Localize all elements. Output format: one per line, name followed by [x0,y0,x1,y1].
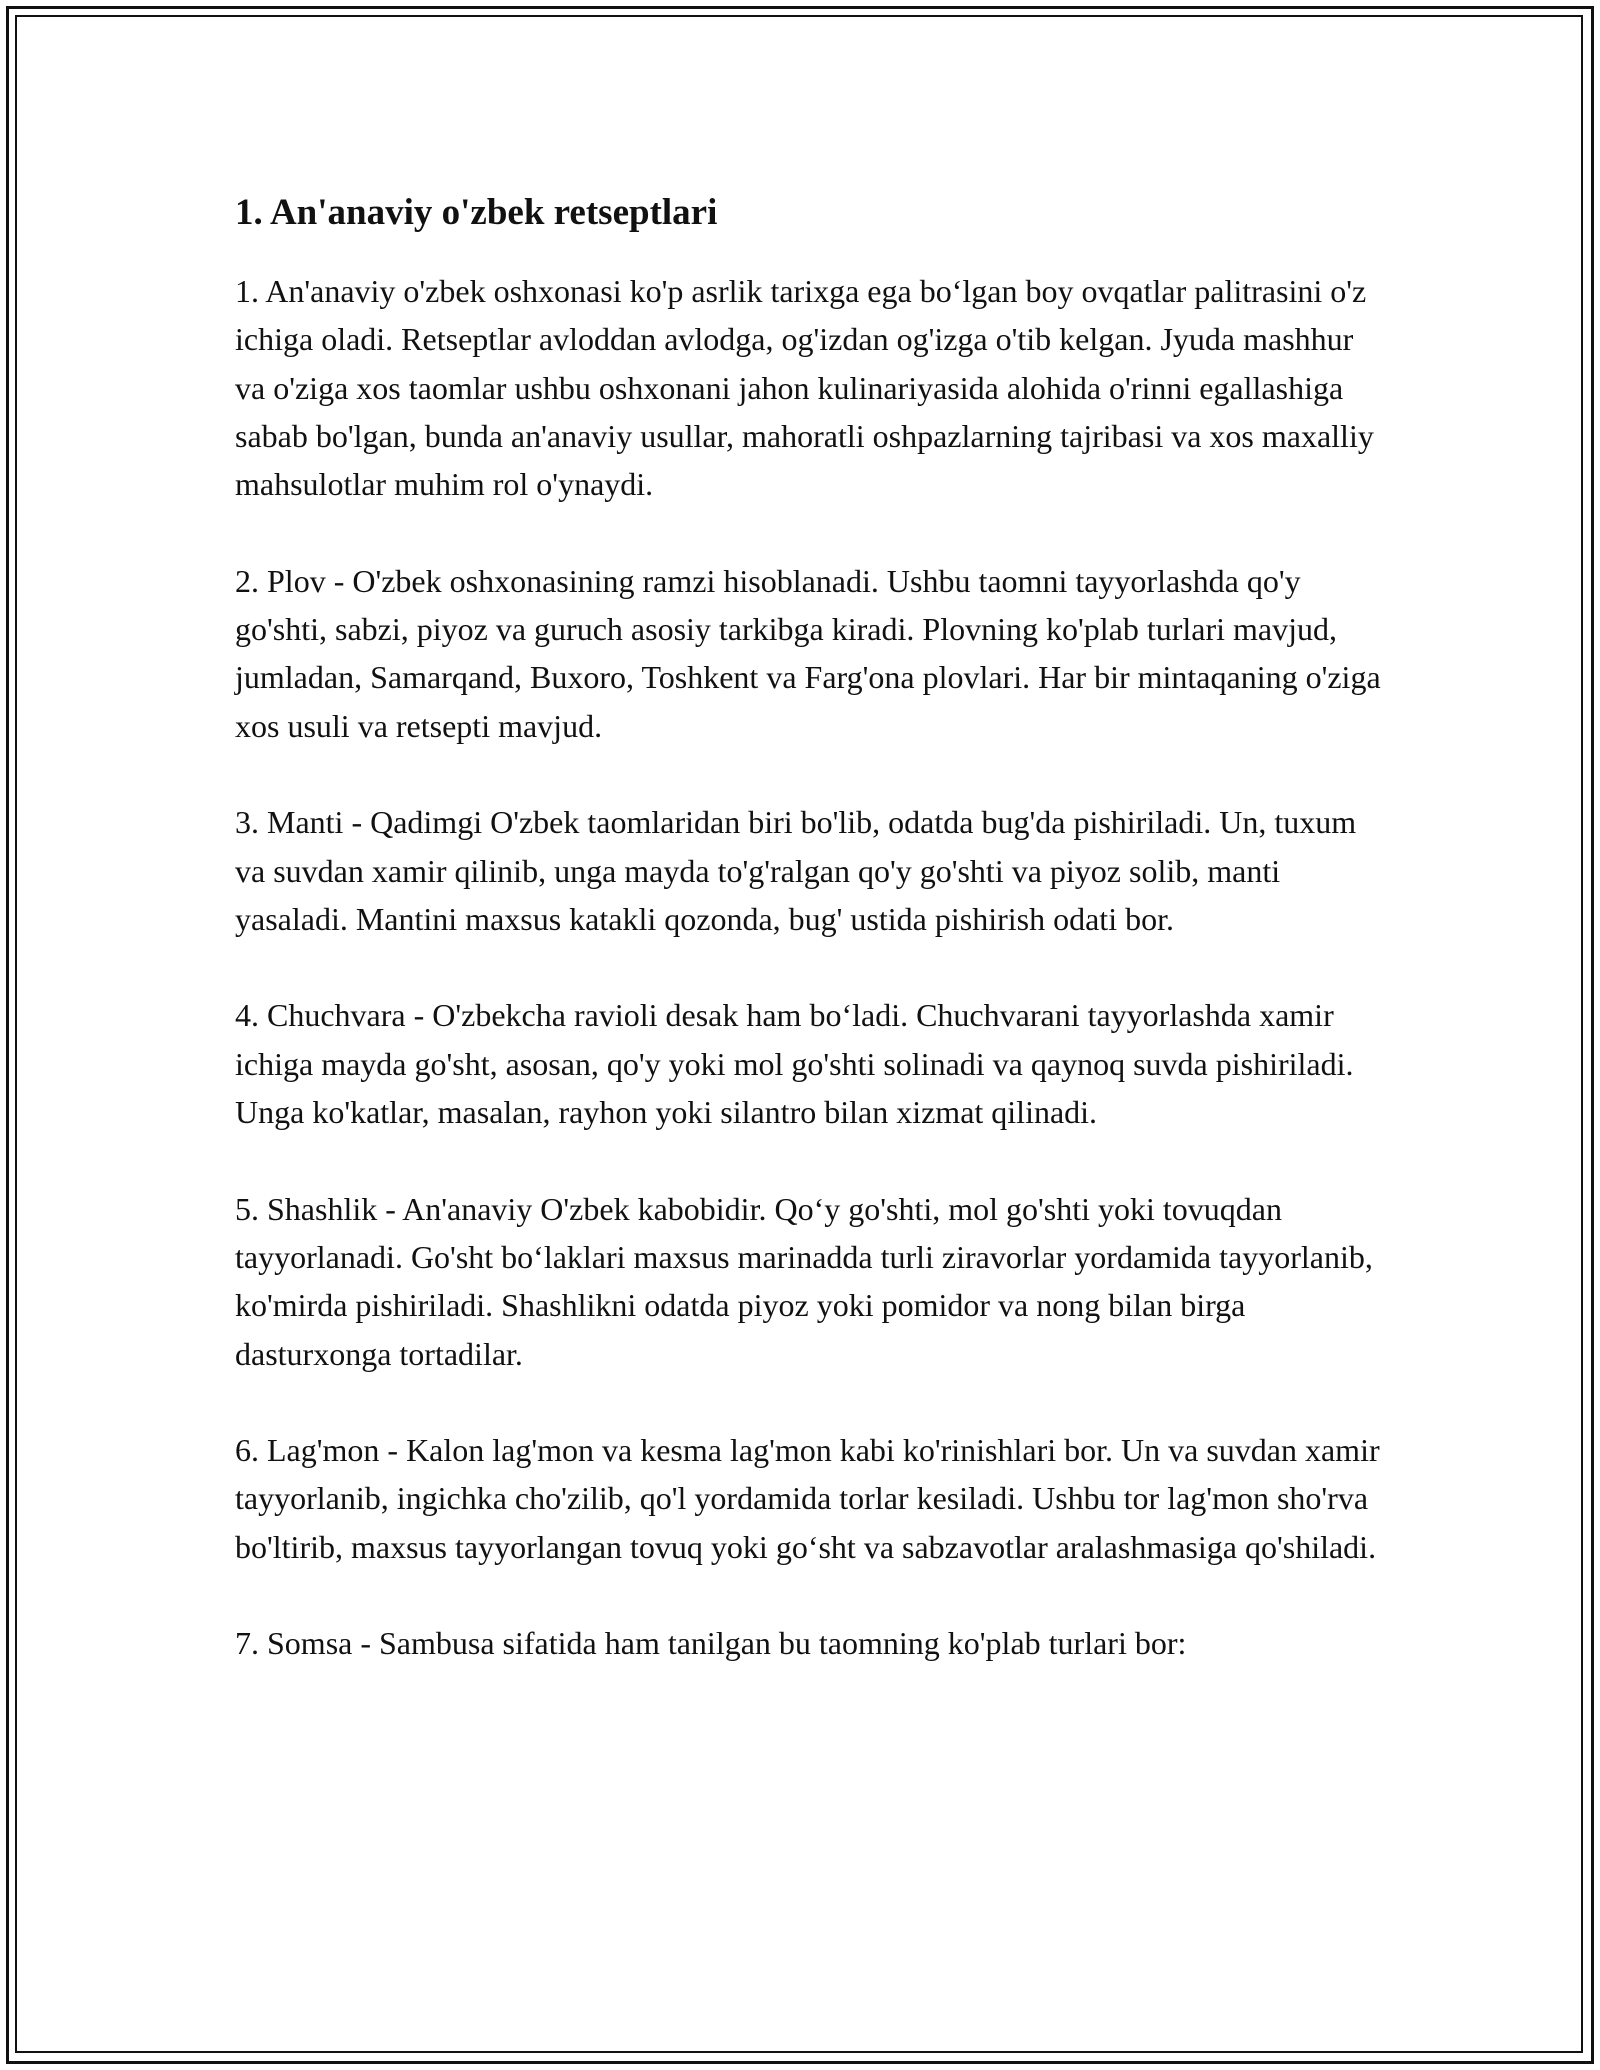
document-body [235,185,1385,1716]
paragraph-chuchvara: 4. Chuchvara - O'zbekcha ravioli desak ham bo‘ladi. Chuchvarani tayyorlashda xamir ichiga mayda go'sht, asosan, qo'y yoki mol go'shti solinadi va qaynoq suvda pishiriladi. Unga ko'katlar, masalan, rayhon yoki silantro bilan xizmat qilinadi. [235,997,1354,1131]
paragraph-plov: 2. Plov - O'zbek oshxonasining ramzi hisoblanadi. Ushbu taomni tayyorlashda qo'y go'shti, sabzi, piyoz va guruch asosiy tarkibga kiradi. Plovning ko'plab turlari mavjud, jumladan, Samarqand, Buxoro, Toshkent va Farg'ona plovlari. Har bir mintaqaning o'ziga xos usuli va retsepti mavjud. [235,562,1381,744]
paragraph-intro: 1. An'anaviy o'zbek oshxonasi ko'p asrlik tarixga ega bo‘lgan boy ovqatlar palitrasini o'z ichiga oladi. Retseptlar avloddan avlodga, og'izdan og'izga o'tib kelgan. Jyuda mashhur va o'ziga xos taomlar ushbu oshxonani jahon kulinariyasida alohida o'rinni egallashiga sabab bo'lgan, bunda an'anaviy usullar, mahoratli oshpazlarning tajribasi va xos maxalliy mahsulotlar muhim rol o'ynaydi. [235,273,1374,503]
paragraph-somsa: 7. Somsa - Sambusa sifatida ham tanilgan bu taomning ko'plab turlari bor: [235,1625,1187,1662]
paragraph-shashlik: 5. Shashlik - An'anaviy O'zbek kabobidir. Qo‘y go'shti, mol go'shti yoki tovuqdan tayyorlanadi. Go'sht bo‘laklari maxsus marinadda turli ziravorlar yordamida tayyorlanib, ko'mirda pishiriladi. Shashlikni odatda piyoz yoki pomidor va nong bilan birga dasturxonga tortadilar. [235,1190,1373,1372]
document-title: 1. An'anaviy o'zbek retseptlari [235,192,718,233]
paragraph-lagmon: 6. Lag'mon - Kalon lag'mon va kesma lag'mon kabi ko'rinishlari bor. Un va suvdan xamir tayyorlanib, ingichka cho'zilib, qo'l yordamida torlar kesiladi. Ushbu tor lag'mon sho'rva bo'ltirib, maxsus tayyorlangan tovuq yoki go‘sht va sabzavotlar aralashmasiga qo'shiladi. [235,1432,1380,1565]
paragraph-manti: 3. Manti - Qadimgi O'zbek taomlaridan biri bo'lib, odatda bug'da pishiriladi. Un, tuxum va suvdan xamir qilinib, unga mayda to'g'ralgan qo'y go'shti va piyoz solib, manti yasaladi. Mantini maxsus katakli qozonda, bug' ustida pishirish odati bor. [235,804,1357,937]
